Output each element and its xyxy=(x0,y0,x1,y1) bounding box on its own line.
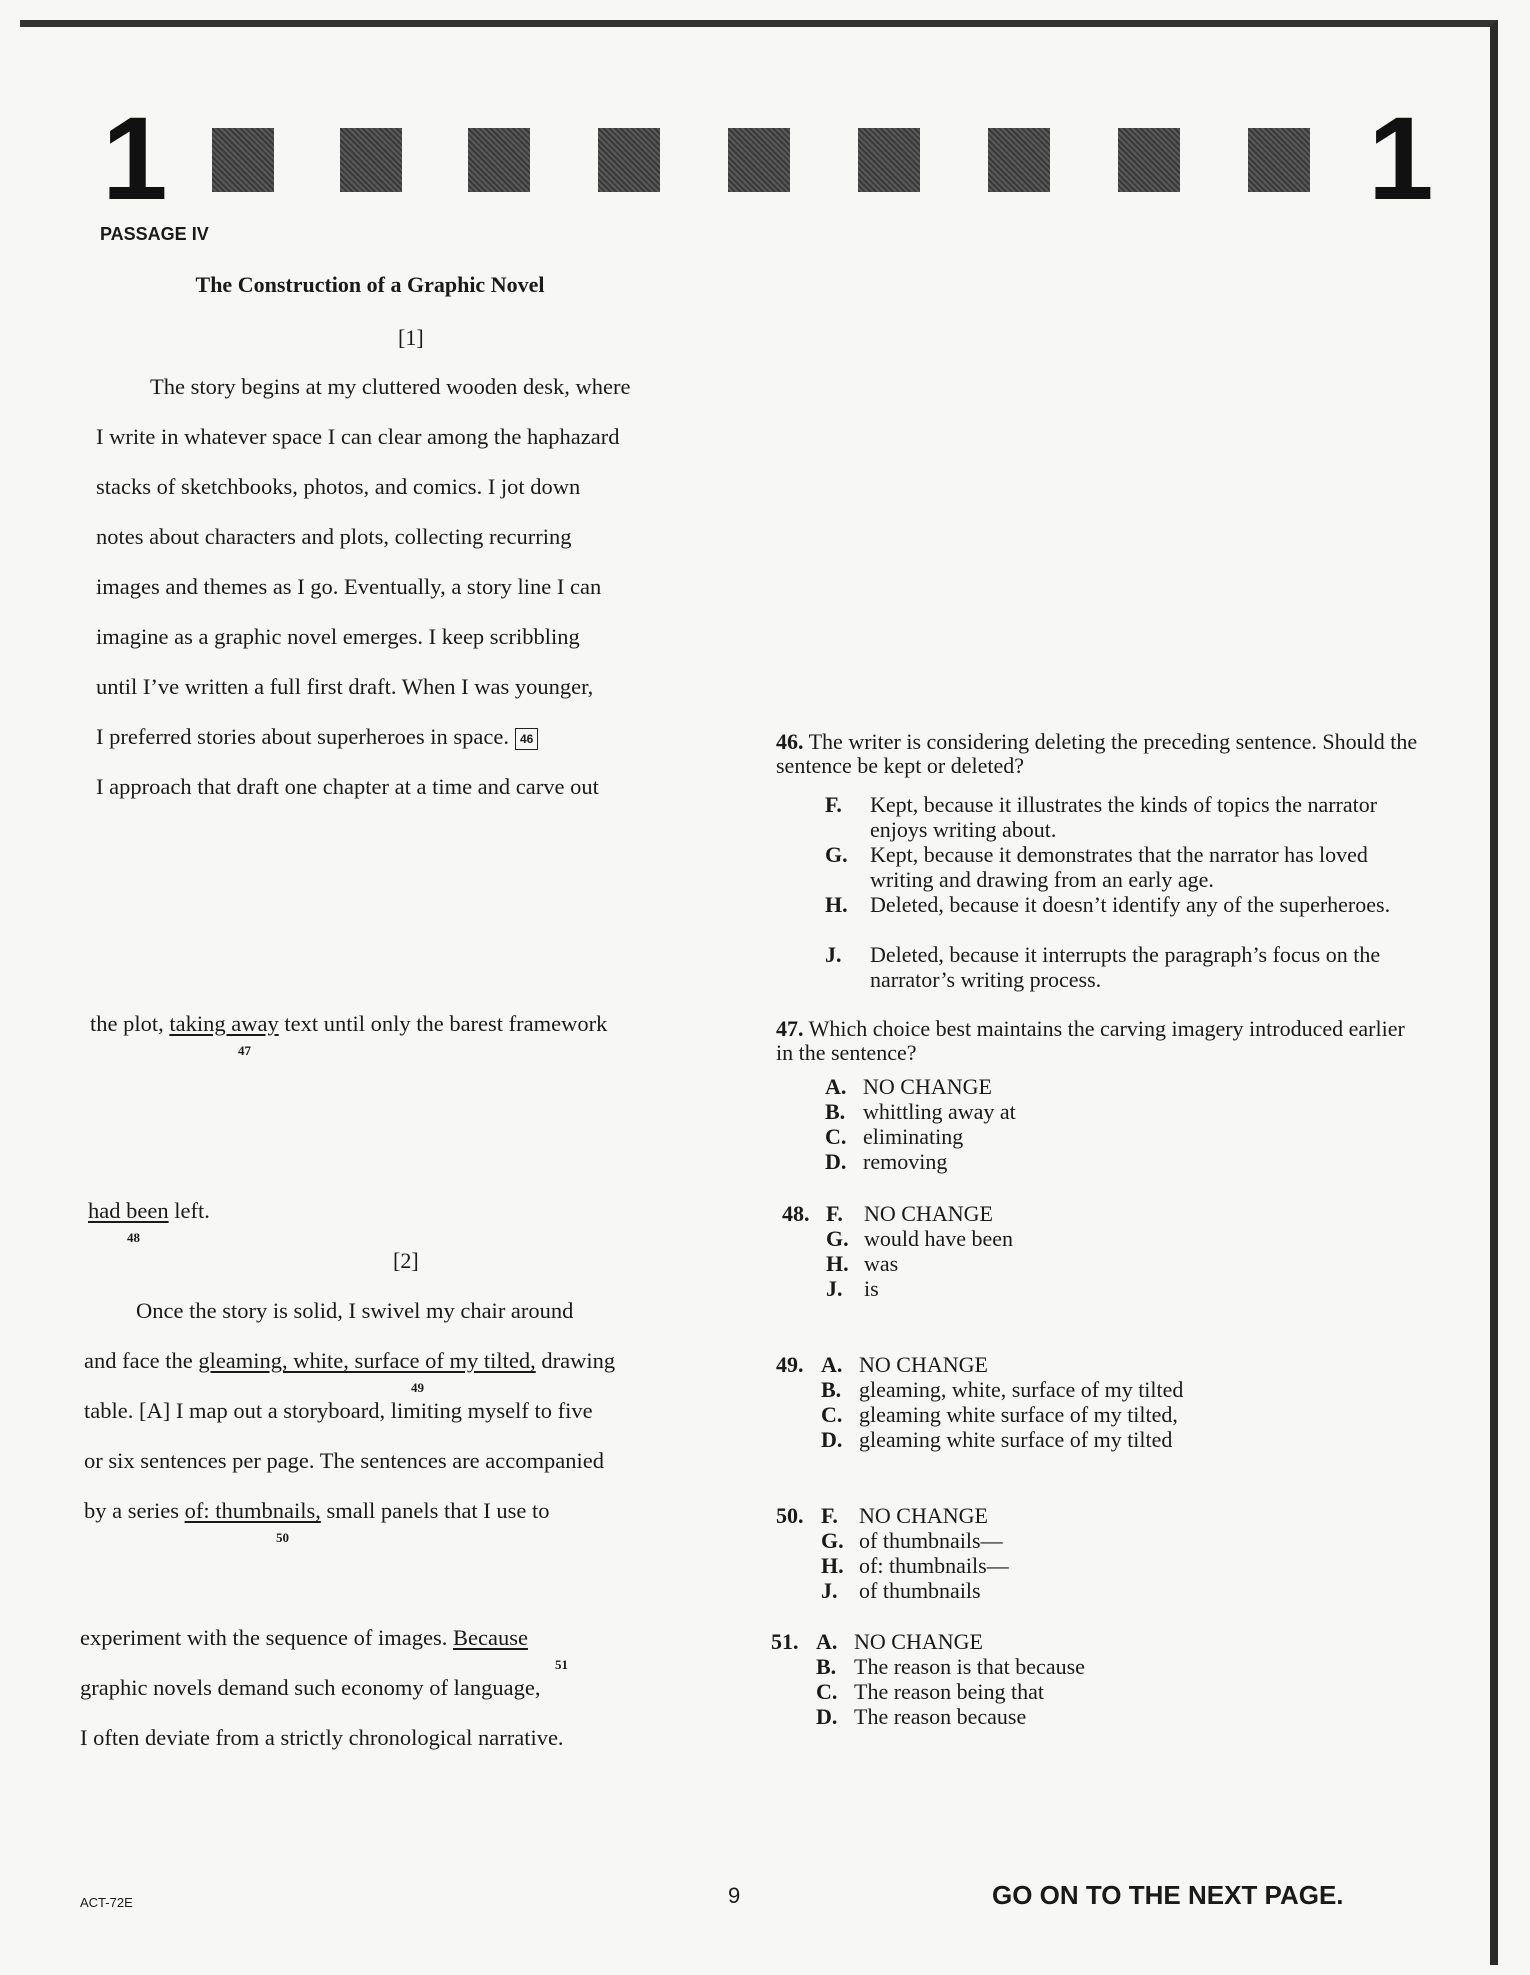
header-block xyxy=(988,128,1050,192)
paragraph-number: [2] xyxy=(393,1248,419,1273)
answer-option[interactable] xyxy=(826,1203,993,1225)
passage-line: or six sentences per page. The sentences are accompanied xyxy=(84,1448,604,1473)
question-number: 50. xyxy=(776,1503,804,1528)
section-number-left: 1 xyxy=(102,93,168,225)
passage-line: imagine as a graphic novel emerges. I keep scribbling xyxy=(96,624,580,649)
underlined-portion-47[interactable]: taking away xyxy=(169,1011,279,1036)
passage-text: experiment with the sequence of images. xyxy=(80,1625,453,1650)
option-text: gleaming, white, surface of my tilted xyxy=(859,1377,1184,1402)
answer-option[interactable] xyxy=(816,1631,983,1653)
header-block xyxy=(1118,128,1180,192)
option-letter: H. xyxy=(826,1251,849,1276)
header-block xyxy=(212,128,274,192)
option-text: NO CHANGE xyxy=(863,1074,992,1099)
option-letter: A. xyxy=(816,1629,838,1654)
option-text: Deleted, because it doesn’t identify any of the superheroes. xyxy=(870,892,1391,917)
passage-line: I approach that draft one chapter at a time and carve out xyxy=(96,774,599,799)
question-number: 51. xyxy=(771,1629,799,1654)
question-46-stem xyxy=(776,730,1426,778)
answer-option[interactable] xyxy=(825,1101,1016,1123)
question-text: The writer is considering deleting the preceding sentence. Should the sentence be kept or deleted? xyxy=(776,729,1418,778)
option-text: NO CHANGE xyxy=(859,1503,988,1528)
option-letter: H. xyxy=(821,1553,844,1578)
option-text: of thumbnails— xyxy=(859,1528,1003,1553)
option-text: whittling away at xyxy=(863,1099,1016,1124)
option-letter: B. xyxy=(821,1377,842,1402)
header-block xyxy=(1248,128,1310,192)
passage-line: stacks of sketchbooks, photos, and comics. I jot down xyxy=(96,474,581,499)
answer-option[interactable] xyxy=(826,1228,1013,1250)
option-text: removing xyxy=(863,1149,948,1174)
passage-line xyxy=(80,1627,528,1650)
option-letter: D. xyxy=(821,1427,843,1452)
option-letter: F. xyxy=(826,1201,843,1226)
question-ref-47: 47 xyxy=(238,1043,251,1058)
passage-text: by a series xyxy=(84,1498,185,1523)
question-ref-48: 48 xyxy=(127,1230,140,1245)
passage-line xyxy=(96,726,538,750)
answer-option[interactable] xyxy=(821,1379,1183,1401)
answer-option[interactable] xyxy=(825,892,1425,917)
section-number-right: 1 xyxy=(1368,93,1434,225)
header-block xyxy=(858,128,920,192)
answer-option[interactable] xyxy=(821,1555,1009,1577)
option-text: of thumbnails xyxy=(859,1578,981,1603)
paragraph-number: [1] xyxy=(398,325,424,350)
answer-option[interactable] xyxy=(825,942,1425,992)
option-text: gleaming white surface of my tilted, xyxy=(859,1402,1178,1427)
option-text: gleaming white surface of my tilted xyxy=(859,1427,1173,1452)
question-number: 46. xyxy=(776,729,804,754)
question-ref-49: 49 xyxy=(411,1380,424,1395)
passage-line: images and themes as I go. Eventually, a story line I can xyxy=(96,574,602,599)
passage-line: The story begins at my cluttered wooden desk, where xyxy=(150,374,631,399)
passage-line xyxy=(90,1013,607,1036)
passage-title: The Construction of a Graphic Novel xyxy=(195,272,545,297)
underlined-portion-48[interactable]: had been xyxy=(88,1198,169,1223)
passage-line: table. [A] I map out a storyboard, limiting myself to five xyxy=(84,1398,593,1423)
test-code: ACT-72E xyxy=(80,1895,133,1910)
header-blocks xyxy=(0,128,1530,192)
passage-line xyxy=(84,1350,615,1373)
continue-notice: GO ON TO THE NEXT PAGE. xyxy=(992,1880,1344,1910)
option-letter: H. xyxy=(825,892,848,917)
option-letter: C. xyxy=(816,1679,838,1704)
option-letter: A. xyxy=(821,1352,843,1377)
answer-option[interactable] xyxy=(821,1505,988,1527)
passage-text: and face the xyxy=(84,1348,199,1373)
option-letter: G. xyxy=(825,842,848,867)
passage-line xyxy=(88,1200,210,1223)
answer-option[interactable] xyxy=(821,1580,981,1602)
passage-line: I often deviate from a strictly chronological narrative. xyxy=(80,1725,564,1750)
answer-option[interactable] xyxy=(826,1253,898,1275)
answer-option[interactable] xyxy=(825,1151,947,1173)
answer-option[interactable] xyxy=(825,1126,963,1148)
passage-line: Once the story is solid, I swivel my chair around xyxy=(136,1298,574,1323)
option-letter: A. xyxy=(825,1074,847,1099)
passage-text: left. xyxy=(168,1198,210,1223)
header-block xyxy=(728,128,790,192)
passage-line: I write in whatever space I can clear among the haphazard xyxy=(96,424,620,449)
option-letter: J. xyxy=(821,1578,838,1603)
option-text: Kept, because it illustrates the kinds of topics the narrator enjoys writing about. xyxy=(870,792,1378,842)
header-block xyxy=(598,128,660,192)
answer-option[interactable] xyxy=(821,1404,1178,1426)
option-text: The reason is that because xyxy=(854,1654,1085,1679)
option-letter: J. xyxy=(826,1276,843,1301)
question-ref-51: 51 xyxy=(555,1657,568,1672)
question-47-stem xyxy=(776,1017,1426,1065)
option-text: of: thumbnails— xyxy=(859,1553,1009,1578)
answer-option[interactable] xyxy=(816,1681,1044,1703)
option-text: Deleted, because it interrupts the paragraph’s focus on the narrator’s writing process. xyxy=(870,942,1381,992)
underlined-portion-50[interactable]: of: thumbnails, xyxy=(184,1498,321,1523)
header-block xyxy=(468,128,530,192)
answer-option[interactable] xyxy=(816,1656,1085,1678)
option-letter: C. xyxy=(825,1124,847,1149)
option-letter: F. xyxy=(821,1503,838,1528)
passage-text: drawing xyxy=(535,1348,616,1373)
question-number: 47. xyxy=(776,1016,804,1041)
option-letter: J. xyxy=(825,942,842,967)
option-text: is xyxy=(864,1276,879,1301)
underlined-portion-49[interactable]: gleaming, white, surface of my tilted, xyxy=(198,1348,536,1373)
answer-option[interactable] xyxy=(825,1076,992,1098)
answer-option[interactable] xyxy=(821,1354,988,1376)
passage-label: PASSAGE IV xyxy=(100,224,209,244)
passage-text: text until only the barest framework xyxy=(278,1011,608,1036)
option-text: would have been xyxy=(864,1226,1014,1251)
option-letter: D. xyxy=(816,1704,838,1729)
answer-option[interactable] xyxy=(821,1429,1172,1451)
answer-option[interactable] xyxy=(826,1278,879,1300)
passage-line: until I’ve written a full first draft. When I was younger, xyxy=(96,674,594,699)
option-text: The reason being that xyxy=(854,1679,1044,1704)
option-text: The reason because xyxy=(854,1704,1027,1729)
question-number: 49. xyxy=(776,1352,804,1377)
option-text: Kept, because it demonstrates that the narrator has loved writing and drawing from an early age. xyxy=(870,842,1368,892)
page-number: 9 xyxy=(728,1883,741,1908)
option-letter: G. xyxy=(826,1226,849,1251)
page-border xyxy=(20,20,1498,1965)
passage-line xyxy=(84,1500,550,1523)
passage-line: notes about characters and plots, collecting recurring xyxy=(96,524,572,549)
answer-option[interactable] xyxy=(821,1530,1003,1552)
answer-option[interactable] xyxy=(816,1706,1026,1728)
question-number: 48. xyxy=(782,1201,810,1226)
option-letter: C. xyxy=(821,1402,843,1427)
passage-text: I preferred stories about superheroes in space. xyxy=(96,724,509,749)
option-letter: G. xyxy=(821,1528,844,1553)
option-letter: B. xyxy=(816,1654,837,1679)
answer-option[interactable] xyxy=(825,792,1425,842)
question-text: Which choice best maintains the carving imagery introduced earlier in the sentence? xyxy=(776,1016,1405,1065)
option-text: eliminating xyxy=(863,1124,964,1149)
underlined-portion-51[interactable]: Because xyxy=(453,1625,528,1650)
option-letter: F. xyxy=(825,792,842,817)
passage-text: the plot, xyxy=(90,1011,170,1036)
option-letter: B. xyxy=(825,1099,846,1124)
passage-line: graphic novels demand such economy of language, xyxy=(80,1675,541,1700)
question-box-46[interactable]: 46 xyxy=(515,728,538,750)
header-block xyxy=(340,128,402,192)
option-letter: D. xyxy=(825,1149,847,1174)
answer-option[interactable] xyxy=(825,842,1425,892)
option-text: NO CHANGE xyxy=(864,1201,993,1226)
option-text: was xyxy=(864,1251,899,1276)
option-text: NO CHANGE xyxy=(854,1629,983,1654)
passage-text: small panels that I use to xyxy=(320,1498,550,1523)
option-text: NO CHANGE xyxy=(859,1352,988,1377)
question-ref-50: 50 xyxy=(276,1530,289,1545)
